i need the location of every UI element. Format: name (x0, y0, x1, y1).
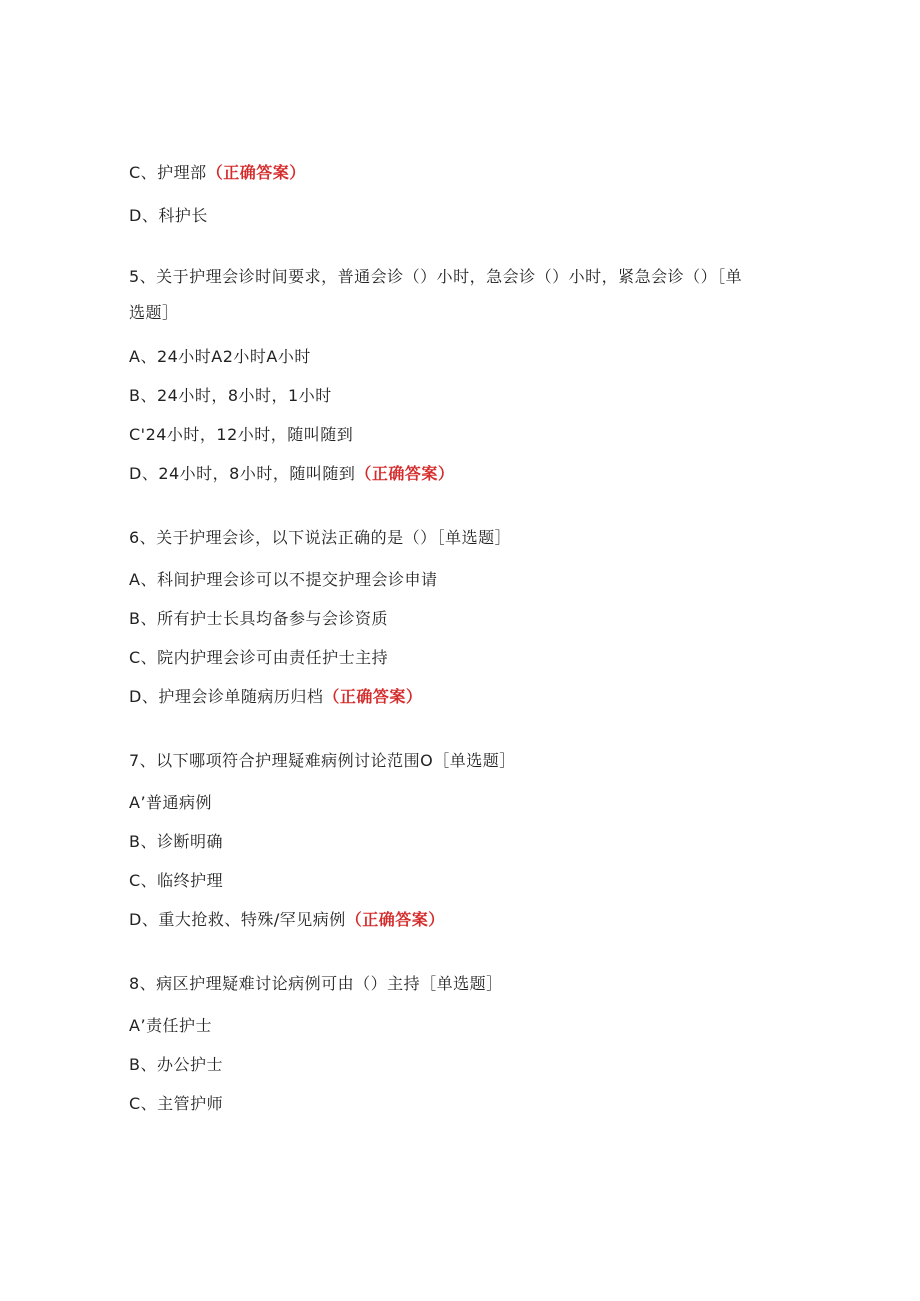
correct-answer-mark: （正确答案） (206, 163, 306, 182)
q5-option-b (129, 386, 332, 406)
q5-option-a (129, 347, 311, 367)
q8-option-b (129, 1055, 223, 1075)
q6-stem: 6、关于护理会诊，以下说法正确的是（）［单选题］ (129, 528, 512, 547)
q6-option-b (129, 609, 388, 629)
option-text: B、办公护士 (129, 1055, 223, 1074)
q7-option-d (129, 910, 445, 930)
q4-option-d (129, 206, 208, 226)
q5-option-c (129, 425, 353, 445)
option-text: B、所有护士长具均备参与会诊资质 (129, 609, 388, 628)
option-text: D、重大抢救、特殊/罕见病例 (129, 910, 346, 929)
correct-answer-mark: （正确答案） (323, 687, 423, 706)
q6-option-a (129, 570, 437, 590)
q5-stem-line1: 5、关于护理会诊时间要求，普通会诊（）小时，急会诊（）小时，紧急会诊（）［单 (129, 267, 743, 286)
option-text: D、24小时，8小时，随叫随到 (129, 464, 356, 483)
option-text: B、诊断明确 (129, 832, 223, 851)
option-text: D、护理会诊单随病历归档 (129, 687, 324, 706)
option-text: A、科间护理会诊可以不提交护理会诊申请 (129, 570, 438, 589)
q7-stem: 7、以下哪项符合护理疑难病例讨论范围O［单选题］ (129, 751, 516, 770)
option-text: D、科护长 (129, 206, 208, 225)
q6-option-c (129, 648, 388, 668)
q8-stem: 8、病区护理疑难讨论病例可由（）主持［单选题］ (129, 974, 503, 993)
q8-option-c (129, 1094, 223, 1114)
correct-answer-mark: （正确答案） (355, 464, 455, 483)
q4-option-c (129, 163, 306, 183)
option-text: A’普通病例 (129, 793, 213, 812)
option-text: C、临终护理 (129, 871, 224, 890)
option-text: A、24小时A2小时A小时 (129, 347, 311, 366)
q7-option-b (129, 832, 223, 852)
q8-option-a (129, 1016, 212, 1036)
option-text: B、24小时，8小时，1小时 (129, 386, 332, 405)
q7-option-c (129, 871, 223, 891)
q5-option-d (129, 464, 454, 484)
option-text: C'24小时，12小时，随叫随到 (129, 425, 354, 444)
q5-stem-line2: 选题］ (129, 303, 179, 322)
option-text: C、主管护师 (129, 1094, 224, 1113)
option-text: C、护理部 (129, 163, 207, 182)
q6-option-d (129, 687, 422, 707)
option-text: C、院内护理会诊可由责任护士主持 (129, 648, 389, 667)
q7-option-a (129, 793, 212, 813)
correct-answer-mark: （正确答案） (345, 910, 445, 929)
option-text: A’责任护士 (129, 1016, 213, 1035)
